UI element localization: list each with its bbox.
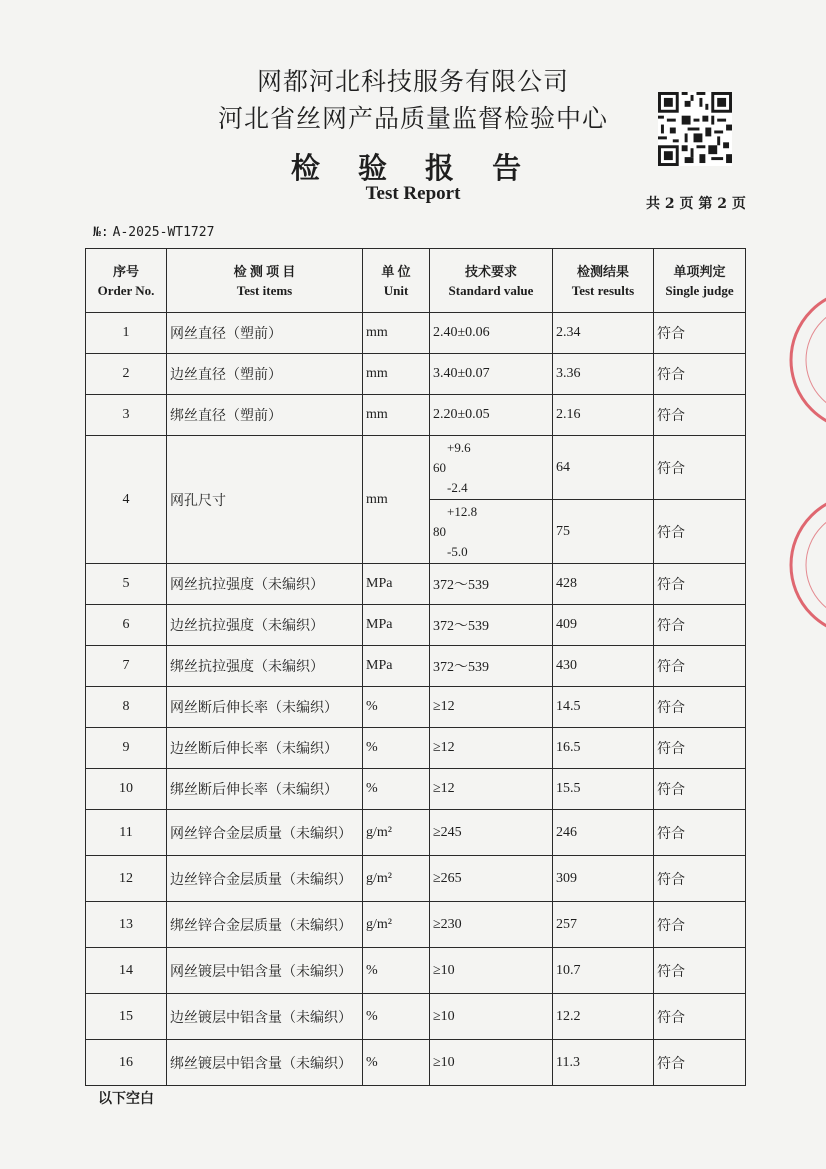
center-name: 河北省丝网产品质量监督检验中心 [217,104,608,133]
col-header-item: 检 测 项 目 Test items [167,249,363,313]
table-row: +12.8 80 -5.0 75 符合 [86,500,746,564]
report-title-en: Test Report [365,183,461,204]
table-row: 3 绑丝直径（塑前） mm 2.20±0.05 2.16 符合 [86,395,746,436]
table-row: 8 网丝断后伸长率（未编织） % ≥12 14.5 符合 [86,687,746,728]
table-row: 9 边丝断后伸长率（未编织） % ≥12 16.5 符合 [86,728,746,769]
blank-below-note: 以下空白 [98,1091,154,1107]
qr-code-icon [658,92,732,166]
table-row: 16 绑丝镀层中铝含量（未编织） % ≥10 11.3 符合 [86,1040,746,1086]
table-row: 14 网丝镀层中铝含量（未编织） % ≥10 10.7 符合 [86,948,746,994]
report-number-value: A-2025-WT1727 [112,225,215,240]
report-number [93,225,218,240]
table-row: 4 网孔尺寸 mm +9.6 60 -2.4 64 符合 [86,436,746,500]
col-header-standard: 技术要求 Standard value [430,249,553,313]
red-seal-stamp-icon [784,490,826,640]
col-header-unit: 单 位 Unit [363,249,430,313]
organization-name: 网都河北科技服务有限公司 [256,67,569,96]
table-row: 10 绑丝断后伸长率（未编织） % ≥12 15.5 符合 [86,769,746,810]
report-title-cn: 检 验 报 告 [290,151,536,185]
report-number-label: №: [93,225,109,240]
table-row: 13 绑丝锌合金层质量（未编织） g/m² ≥230 257 符合 [86,902,746,948]
tolerance-cell: +12.8 80 -5.0 [430,500,553,564]
col-header-judge: 单项判定 Single judge [654,249,746,313]
table-row: 1 网丝直径（塑前） mm 2.40±0.06 2.34 符合 [86,313,746,354]
table-row: 15 边丝镀层中铝含量（未编织） % ≥10 12.2 符合 [86,994,746,1040]
table-row: 7 绑丝抗拉强度（未编织） MPa 372～539 430 符合 [86,646,746,687]
table-row: 5 网丝抗拉强度（未编织） MPa 372～539 428 符合 [86,564,746,605]
tolerance-cell: +9.6 60 -2.4 [430,436,553,500]
table-row: 12 边丝锌合金层质量（未编织） g/m² ≥265 309 符合 [86,856,746,902]
table-row: 6 边丝抗拉强度（未编织） MPa 372～539 409 符合 [86,605,746,646]
red-seal-stamp-icon [786,285,826,435]
col-header-order: 序号 Order No. [86,249,167,313]
test-results-table [85,248,746,1086]
table-row: 11 网丝锌合金层质量（未编织） g/m² ≥245 246 符合 [86,810,746,856]
table-row: 2 边丝直径（塑前） mm 3.40±0.07 3.36 符合 [86,354,746,395]
page-counter: 共 2 页 第 2 页 [646,196,746,212]
col-header-result: 检测结果 Test results [553,249,654,313]
table-header-row [86,249,746,313]
